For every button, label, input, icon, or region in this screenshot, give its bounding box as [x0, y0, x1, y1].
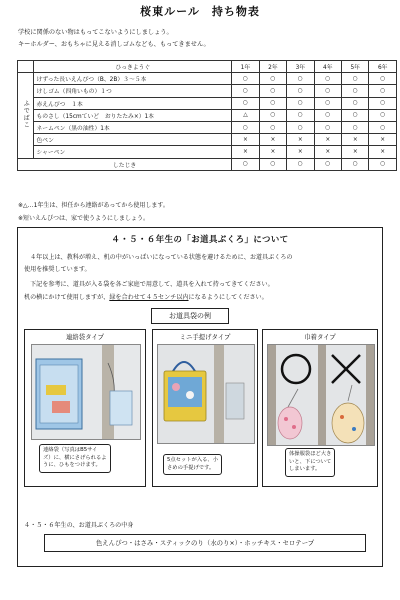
- kinchaku-callout: [285, 448, 335, 477]
- mark-cell: ○: [287, 158, 314, 170]
- table-row: [18, 146, 397, 158]
- table-row: [18, 97, 397, 109]
- callout-line: うに、ひもをつけます。: [43, 462, 101, 468]
- table-row: [18, 73, 397, 85]
- panel-mini-tote: [152, 329, 258, 487]
- mark-cell: ○: [232, 121, 259, 133]
- section-title: ４・５・６年生の「お道具ぶくろ」について: [111, 234, 289, 244]
- tool-bag-section: [17, 227, 383, 567]
- mark-cell: ○: [342, 73, 369, 85]
- contents-box: 色えんぴつ・はさみ・スティックのり（水のり×）・ホッチキス・セロテープ: [44, 534, 366, 552]
- mark-cell: ×: [342, 146, 369, 158]
- callout-line: ズ）に、横にさげられるよ: [43, 454, 107, 461]
- callout-line: さめの手提げです。: [167, 464, 215, 471]
- mark-cell: ○: [232, 73, 259, 85]
- mark-cell: △: [232, 109, 259, 121]
- table-row: [18, 121, 397, 133]
- mark-cell: ○: [369, 121, 397, 133]
- table-row: [18, 109, 397, 121]
- mark-cell: ○: [232, 97, 259, 109]
- header-item-label: ひっきようぐ: [34, 61, 232, 73]
- para1-line1: ４年以上は、教科が増え、机の中がいっぱいになっている状態を避けるために、お道具ぶくろの: [24, 254, 293, 261]
- para1-line2: 使用を推奨しています。: [24, 266, 91, 273]
- callout-line: いと、下について: [289, 458, 332, 465]
- mark-cell: ○: [259, 97, 286, 109]
- panel-title: ミニ手提げタイプ: [179, 333, 231, 341]
- panel-renraku-bag: [24, 329, 146, 487]
- mark-cell: ○: [287, 73, 314, 85]
- para2-suffix: になるようにしてください。: [188, 294, 268, 301]
- note-short-pencil: ※短いえんぴつは、家で使うようにしましょう。: [18, 215, 150, 222]
- mark-cell: ○: [314, 97, 341, 109]
- mark-cell: ○: [369, 85, 397, 97]
- mark-cell: ○: [287, 85, 314, 97]
- mark-cell: ○: [314, 121, 341, 133]
- callout-line: しまいます。: [289, 466, 321, 472]
- mark-cell: ○: [232, 85, 259, 97]
- mark-cell: ○: [369, 109, 397, 121]
- table-row: [18, 134, 397, 146]
- panel-title: 連絡袋タイプ: [65, 333, 105, 341]
- grade-1-header: 1年: [232, 61, 259, 73]
- mini-tote-illustration: [158, 345, 254, 443]
- item-name: 色ペン: [34, 134, 232, 146]
- mark-cell: ○: [314, 73, 341, 85]
- mini-tote-photo: [157, 344, 255, 444]
- grade-4-header: 4年: [314, 61, 341, 73]
- mark-cell: ○: [342, 121, 369, 133]
- mark-cell: ○: [342, 97, 369, 109]
- mark-cell: ○: [369, 158, 397, 170]
- table-row: [18, 158, 397, 170]
- callout-line: 体操服袋ほど大き: [289, 451, 332, 457]
- mark-cell: ○: [287, 121, 314, 133]
- panel-kinchaku: [262, 329, 378, 487]
- intro-line-2: キーホルダー、おもちゃに見える消しゴムなども、もってきません。: [18, 41, 210, 48]
- para2-prefix: 机の横にかけて使用しますが、: [24, 294, 110, 301]
- item-name: けずった長いえんぴつ（B、2B）３～５本: [34, 73, 232, 85]
- item-name: シャーペン: [34, 146, 232, 158]
- item-name: ものさし（15cmていど おりたたみ×）1本: [34, 109, 232, 121]
- pencil-case-label: ふでばこ: [22, 99, 30, 129]
- mark-cell: ×: [314, 146, 341, 158]
- mark-cell: ○: [369, 73, 397, 85]
- mark-cell: ○: [342, 85, 369, 97]
- renraku-bag-photo: [31, 344, 141, 440]
- mark-cell: ○: [287, 109, 314, 121]
- mark-cell: ○: [314, 85, 341, 97]
- contents-label: ４・５・６年生の、お道具ぶくろの中身: [24, 522, 134, 529]
- mark-cell: ○: [314, 158, 341, 170]
- note-triangle: ※△…1年生は、担任から連絡があってから使用します。: [18, 202, 169, 209]
- mark-cell: ○: [232, 158, 259, 170]
- mark-cell: ○: [259, 121, 286, 133]
- intro-line-1: 学校に関係のない物はもってこないようにしましょう。: [18, 29, 173, 36]
- mark-cell: ×: [232, 134, 259, 146]
- para2-line2: [24, 292, 268, 301]
- grade-3-header: 3年: [287, 61, 314, 73]
- mark-cell: ○: [259, 158, 286, 170]
- example-label: お道具袋の例: [151, 308, 229, 324]
- mark-cell: ○: [369, 97, 397, 109]
- item-name: 赤えんぴつ １本: [34, 97, 232, 109]
- para2-line1: 下記を参考に、道具が入る袋を各ご家庭で用意して、道具を入れて持ってきてください。: [24, 281, 274, 288]
- mark-cell: ×: [287, 146, 314, 158]
- renraku-bag-illustration: [32, 345, 140, 439]
- mark-cell: ×: [342, 134, 369, 146]
- mark-cell: ○: [259, 109, 286, 121]
- item-name: ネームペン（黒の油性）1本: [34, 121, 232, 133]
- mark-cell: ○: [259, 73, 286, 85]
- mark-cell: ×: [314, 134, 341, 146]
- renraku-bag-callout: [39, 444, 111, 473]
- table-header-row: [18, 61, 397, 73]
- mark-cell: ×: [287, 134, 314, 146]
- kinchaku-illustration: [268, 345, 374, 445]
- items-table: [17, 60, 397, 171]
- mark-cell: ×: [369, 146, 397, 158]
- mark-cell: ×: [259, 134, 286, 146]
- grade-5-header: 5年: [342, 61, 369, 73]
- mark-cell: ○: [342, 109, 369, 121]
- page-title: 桜東ルール 持ち物表: [140, 5, 260, 18]
- mark-cell: ×: [369, 134, 397, 146]
- item-name-shitajiki: したじき: [18, 158, 232, 170]
- mark-cell: ×: [232, 146, 259, 158]
- table-row: [18, 85, 397, 97]
- grade-2-header: 2年: [259, 61, 286, 73]
- mark-cell: ○: [287, 97, 314, 109]
- size-limit-text: 緑を合わせて４５センチ以内: [109, 294, 189, 301]
- header-blank: [18, 61, 34, 73]
- mark-cell: ○: [342, 158, 369, 170]
- mark-cell: ○: [259, 85, 286, 97]
- mini-tote-callout: [163, 454, 222, 475]
- kinchaku-photo: [267, 344, 375, 446]
- pencil-case-group: [18, 73, 34, 158]
- item-name: けしゴム（四角いもの）１つ: [34, 85, 232, 97]
- callout-line: 連絡袋（写真はB5サイ: [43, 447, 98, 453]
- mark-cell: ○: [314, 109, 341, 121]
- mark-cell: ×: [259, 146, 286, 158]
- panel-title: 巾着タイプ: [304, 333, 336, 341]
- grade-6-header: 6年: [369, 61, 397, 73]
- callout-line: 5点セットが入る、小: [167, 457, 219, 463]
